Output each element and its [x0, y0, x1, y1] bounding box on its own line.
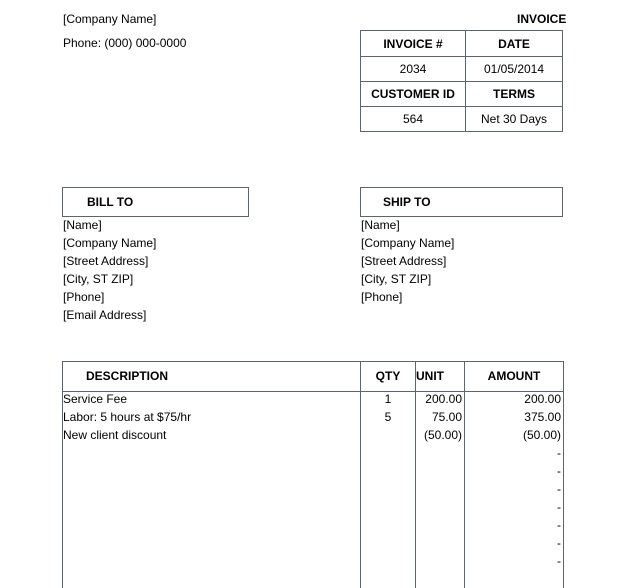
- item-unit-price: [416, 480, 462, 498]
- bill-to-label: BILL TO: [62, 187, 249, 217]
- item-amount: -: [557, 464, 561, 478]
- company-name: [Company Name]: [63, 12, 157, 26]
- invoice-number-value: 2034: [361, 57, 466, 82]
- ship-to-street: [Street Address]: [361, 254, 447, 268]
- item-qty: [361, 426, 415, 444]
- item-unit-price: (50.00): [423, 428, 462, 442]
- item-amount: -: [557, 500, 561, 514]
- item-unit-price: [416, 462, 462, 480]
- amount-header: AMOUNT: [487, 369, 541, 383]
- unit-price-header: UNIT: [416, 369, 444, 383]
- item-amount: 200.00: [524, 392, 561, 406]
- bill-to-name: [Name]: [63, 218, 102, 232]
- customer-id-label: CUSTOMER ID: [361, 82, 466, 107]
- bill-to-company: [Company Name]: [63, 236, 157, 250]
- company-phone: Phone: (000) 000-0000: [63, 36, 187, 50]
- item-description: [63, 480, 358, 498]
- ship-to-phone: [Phone]: [361, 290, 403, 304]
- ship-to-city: [City, ST ZIP]: [361, 272, 432, 286]
- ship-to-label: SHIP TO: [360, 187, 563, 217]
- item-amount: -: [557, 446, 561, 460]
- item-unit-price: [416, 498, 462, 516]
- item-amount: 375.00: [524, 410, 561, 424]
- item-amount: (50.00): [522, 428, 561, 442]
- customer-id-value: 564: [361, 107, 466, 132]
- item-qty: [361, 480, 415, 498]
- item-description: [63, 516, 358, 534]
- item-qty: [361, 462, 415, 480]
- item-unit-price: 75.00: [431, 410, 462, 424]
- invoice-info-table: [360, 30, 563, 132]
- item-qty: [361, 444, 415, 462]
- item-description: [63, 534, 358, 552]
- header-clip: [0, 0, 626, 26]
- item-qty: [361, 498, 415, 516]
- item-description: Service Fee: [63, 392, 128, 406]
- item-unit-price: 200.00: [425, 392, 462, 406]
- item-description: Labor: 5 hours at $75/hr: [63, 410, 192, 424]
- item-unit-price: [416, 534, 462, 552]
- item-amount: -: [557, 482, 561, 496]
- item-unit-price: [416, 516, 462, 534]
- item-description: [63, 498, 358, 516]
- item-amount: -: [557, 518, 561, 532]
- item-unit-price: [416, 552, 462, 570]
- item-description: [63, 444, 358, 462]
- item-qty: 5: [384, 410, 392, 424]
- item-qty: [361, 552, 415, 570]
- item-amount: -: [557, 536, 561, 550]
- description-header: DESCRIPTION: [86, 369, 169, 383]
- item-description: New client discount: [63, 428, 167, 442]
- ship-to-company: [Company Name]: [361, 236, 455, 250]
- item-unit-price: [416, 444, 462, 462]
- item-amount: -: [557, 554, 561, 568]
- item-description: [63, 462, 358, 480]
- bill-to-phone: [Phone]: [63, 290, 105, 304]
- item-qty: [361, 534, 415, 552]
- date-value: 01/05/2014: [466, 57, 563, 82]
- date-label: DATE: [466, 31, 563, 57]
- ship-to-name: [Name]: [361, 218, 400, 232]
- qty-header: QTY: [375, 369, 401, 383]
- bill-to-city: [City, ST ZIP]: [63, 272, 134, 286]
- bill-to-email: [Email Address]: [63, 308, 147, 322]
- item-description: [63, 552, 358, 570]
- item-qty: [361, 516, 415, 534]
- invoice-number-label: INVOICE #: [361, 31, 466, 57]
- item-qty: 1: [384, 392, 392, 406]
- terms-value: Net 30 Days: [466, 107, 563, 132]
- bill-to-street: [Street Address]: [63, 254, 149, 268]
- terms-label: TERMS: [466, 82, 563, 107]
- document-title: INVOICE: [517, 12, 567, 26]
